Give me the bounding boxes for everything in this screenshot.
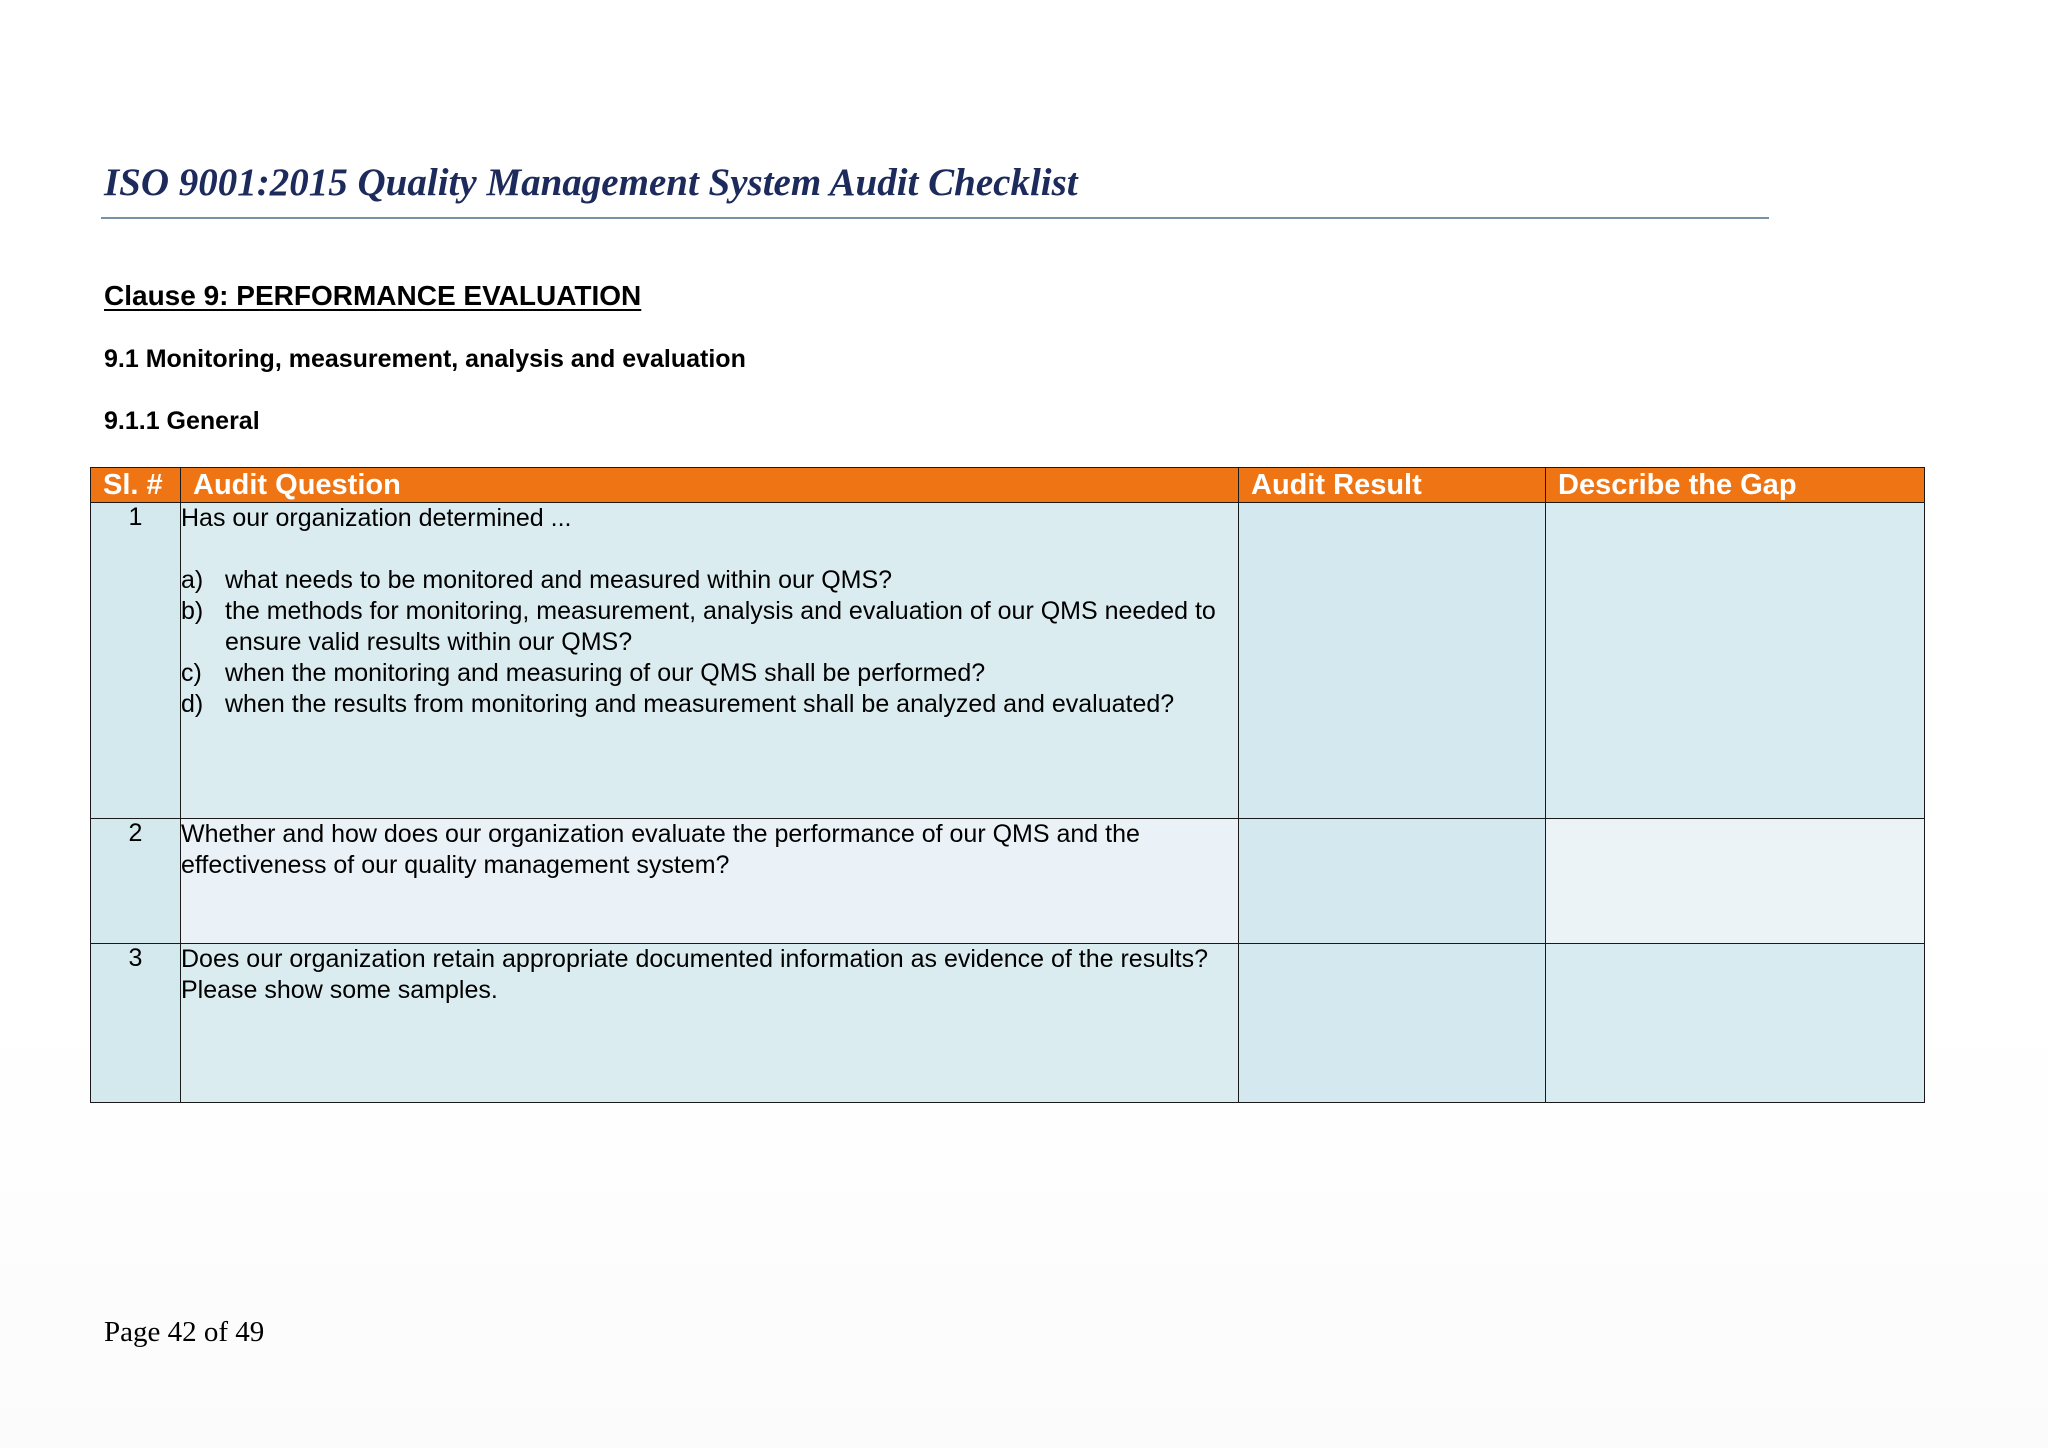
list-item	[181, 565, 1238, 596]
list-item-text: when the results from monitoring and measurement shall be analyzed and evaluated?	[225, 690, 1175, 718]
gap-description-cell[interactable]	[1546, 503, 1925, 819]
title-divider	[101, 217, 1769, 219]
page-number: Page 42 of 49	[104, 1316, 265, 1348]
subsection-heading: 9.1.1 General	[104, 407, 260, 435]
list-marker: b)	[181, 597, 204, 625]
gap-description-cell[interactable]	[1546, 944, 1925, 1103]
row-number: 2	[91, 819, 181, 944]
clause-heading: Clause 9: PERFORMANCE EVALUATION	[104, 280, 642, 311]
audit-checklist-table	[90, 467, 1925, 1103]
question-sub-items	[181, 565, 1238, 720]
section-heading: 9.1 Monitoring, measurement, analysis and evaluation	[104, 345, 746, 373]
list-item-text: what needs to be monitored and measured within our QMS?	[225, 566, 893, 594]
list-marker: a)	[181, 566, 204, 594]
document-title: ISO 9001:2015 Quality Management System Audit Checklist	[104, 161, 1078, 204]
list-item-text: when the monitoring and measuring of our QMS shall be performed?	[225, 659, 986, 687]
audit-question-cell: Does our organization retain appropriate documented information as evidence of the results? Please show some samples.	[181, 944, 1239, 1103]
header-audit-result: Audit Result	[1239, 468, 1546, 503]
question-intro: Has our organization determined ...	[181, 504, 572, 532]
row-number: 1	[91, 503, 181, 819]
table-row	[91, 819, 1925, 944]
audit-result-cell[interactable]	[1239, 819, 1546, 944]
row-number: 3	[91, 944, 181, 1103]
list-marker: d)	[181, 690, 204, 718]
list-item	[181, 596, 1238, 658]
gap-description-cell[interactable]	[1546, 819, 1925, 944]
table-row	[91, 944, 1925, 1103]
header-audit-question: Audit Question	[181, 468, 1239, 503]
audit-result-cell[interactable]	[1239, 944, 1546, 1103]
header-describe-gap: Describe the Gap	[1546, 468, 1925, 503]
list-item-text: the methods for monitoring, measurement, analysis and evaluation of our QMS needed to ensure valid results within our QMS?	[225, 597, 1216, 656]
list-item	[181, 689, 1238, 720]
table-header-row	[91, 468, 1925, 503]
header-sl-number: Sl. #	[91, 468, 181, 503]
table-row	[91, 503, 1925, 819]
audit-question-cell: Whether and how does our organization evaluate the performance of our QMS and the effectiveness of our quality management system?	[181, 819, 1239, 944]
audit-question-cell	[181, 503, 1239, 819]
audit-result-cell[interactable]	[1239, 503, 1546, 819]
list-marker: c)	[181, 659, 202, 687]
list-item	[181, 658, 1238, 689]
